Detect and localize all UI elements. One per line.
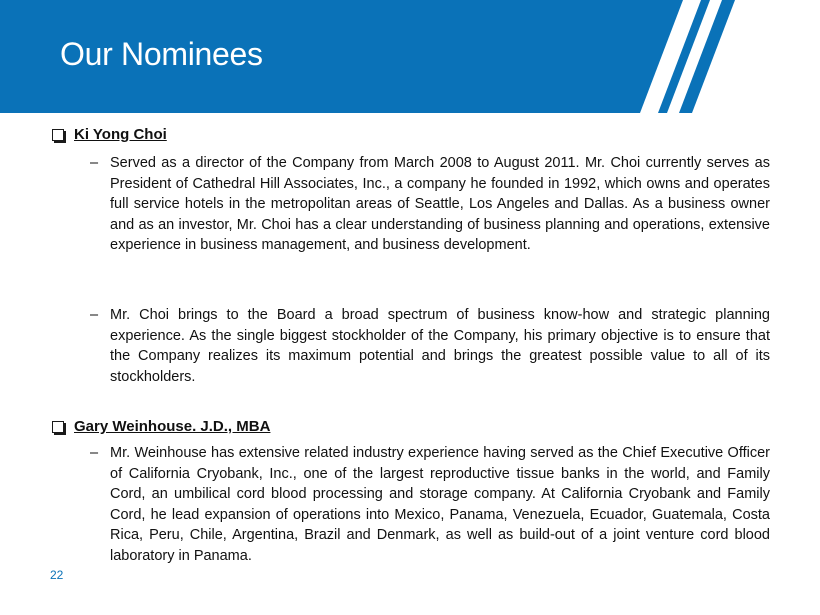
checkbox-bullet-icon	[52, 129, 64, 141]
nominee-name: Gary Weinhouse. J.D., MBA	[74, 418, 271, 435]
dash-bullet-icon: –	[90, 445, 99, 461]
page-title: Our Nominees	[60, 36, 263, 72]
dash-bullet-icon: –	[90, 307, 99, 323]
nominee-heading-1	[52, 126, 167, 143]
dash-bullet-icon: –	[90, 155, 99, 171]
checkbox-bullet-icon	[52, 421, 64, 433]
nominee-heading-2	[52, 418, 270, 435]
page-number: 22	[50, 568, 64, 582]
bullet-text: Mr. Weinhouse has extensive related industry experience having served as the Chief Executive Officer of California Cryobank, Inc., one of the largest reproductive tissue banks in the world, and Family Cord, an umbilical cord blood processing and storage company. At California Cryobank and Family Cord, he lead expansion of operations into Mexico, Panama, Venezuela, Ecuador, Guatemala, Costa Rica, Peru, Chile, Argentina, Brazil and Denmark, as well as build-out of a joint venture cord blood laboratory in Panama.	[110, 445, 770, 564]
bullet-text: Mr. Choi brings to the Board a broad spectrum of business know-how and strategic planning experience. As the single biggest stockholder of the Company, his primary objective is to ensure that the Company realizes its maximum potential and brings the greatest possible value to all of its stockholders.	[110, 307, 770, 385]
nominee-name: Ki Yong Choi	[74, 126, 167, 143]
bullet-text: Served as a director of the Company from March 2008 to August 2011. Mr. Choi currently serves as President of Cathedral Hill Associates, Inc., a company he founded in 1992, which owns and operates full service hotels in the metropolitan areas of Seattle, Los Angeles and Dallas. As a business owner and as an investor, Mr. Choi has a clear understanding of business planning and operations, extensive experience in business management, and business development.	[110, 155, 770, 253]
